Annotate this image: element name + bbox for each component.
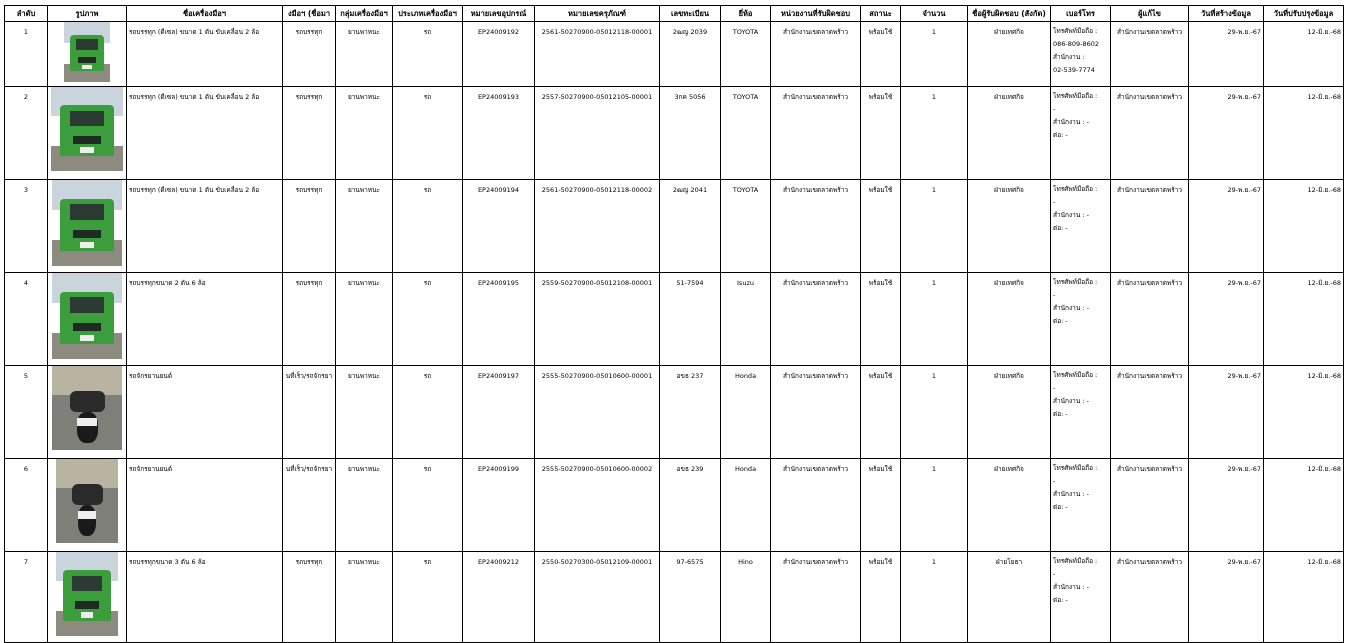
phone-line: - (1053, 384, 1056, 392)
equipment-name[interactable]: รถจักรยานยนต์ (127, 366, 283, 459)
photo-cell[interactable] (48, 22, 127, 87)
col-header-brand[interactable]: ยี่ห้อ (721, 6, 771, 22)
brand[interactable]: Honda (721, 459, 771, 552)
phone-line: สำนักงาน : (1053, 53, 1085, 61)
quantity[interactable]: 1 (901, 87, 968, 180)
equipment-name[interactable]: รถบรรทุก (ดีเซล) ขนาด 1 ตัน ขับเคลื่อน 2 ล้อ (127, 87, 283, 180)
col-header-name[interactable]: ชื่อเครื่องมือฯ (127, 6, 283, 22)
equipment-name[interactable]: รถบรรทุก (ดีเซล) ขนาด 1 ตัน ขับเคลื่อน 2 ล้อ (127, 22, 283, 87)
col-header-phone[interactable]: เบอร์โทร (1051, 6, 1111, 22)
status-value[interactable]: พร้อมใช้ (861, 180, 901, 273)
updated-date[interactable]: 12-มิ.ย.-68 (1264, 552, 1344, 643)
photo-cell[interactable] (48, 87, 127, 180)
created-date[interactable]: 29-พ.ย.-67 (1189, 87, 1264, 180)
responsible-unit[interactable]: สำนักงานเขตลาดพร้าว (771, 273, 861, 366)
phone-cell[interactable] (1051, 459, 1111, 552)
updated-date[interactable]: 12-มิ.ย.-68 (1264, 180, 1344, 273)
phone-line: - (1053, 291, 1056, 299)
equipment-group[interactable]: ยานพาหนะ (336, 22, 393, 87)
phone-line: สำนักงาน : - (1053, 211, 1089, 219)
phone-line: ต่อ: - (1053, 224, 1068, 232)
editor[interactable]: สำนักงานเขตลาดพร้าว (1111, 180, 1189, 273)
editor[interactable]: สำนักงานเขตลาดพร้าว (1111, 87, 1189, 180)
row-number[interactable]: 7 (5, 552, 48, 643)
equipment-code[interactable]: EP24009192 (463, 22, 535, 87)
updated-date[interactable]: 12-มิ.ย.-68 (1264, 22, 1344, 87)
col-header-editor[interactable]: ผู้แก้ไข (1111, 6, 1189, 22)
brand[interactable]: TOYOTA (721, 87, 771, 180)
updated-date[interactable]: 12-มิ.ย.-68 (1264, 366, 1344, 459)
responsible-section[interactable]: ฝ่ายเทศกิจ (968, 22, 1051, 87)
phone-line: สำนักงาน : - (1053, 304, 1089, 312)
asset-number[interactable]: 2550-50270300-05012109-00001 (535, 552, 660, 643)
phone-line: สำนักงาน : - (1053, 397, 1089, 405)
phone-cell[interactable] (1051, 366, 1111, 459)
header-row (5, 6, 1344, 22)
col-header-created[interactable]: วันที่สร้างข้อมูล (1189, 6, 1264, 22)
brand[interactable]: Hino (721, 552, 771, 643)
asset-number[interactable]: 2559-50270900-05012108-00001 (535, 273, 660, 366)
table-row[interactable] (5, 22, 1344, 87)
equipment-category[interactable]: รถ (393, 87, 463, 180)
truck-photo (52, 180, 122, 266)
responsible-section[interactable]: ฝ่ายเทศกิจ (968, 87, 1051, 180)
equipment-category[interactable]: รถ (393, 552, 463, 643)
phone-line: โทรศัพท์มือถือ : (1053, 185, 1098, 193)
quantity[interactable]: 1 (901, 180, 968, 273)
phone-line: ต่อ: - (1053, 596, 1068, 604)
truck-photo (64, 22, 110, 82)
phone-line: ต่อ: - (1053, 410, 1068, 418)
equipment-code[interactable]: EP24009194 (463, 180, 535, 273)
equipment-type[interactable]: รถบรรทุก (283, 552, 336, 643)
motorcycle-photo (52, 366, 122, 450)
equipment-category[interactable]: รถ (393, 22, 463, 87)
registration-number[interactable]: อขธ 237 (660, 366, 721, 459)
responsible-section[interactable]: ฝ่ายเทศกิจ (968, 366, 1051, 459)
equipment-code[interactable]: EP24009195 (463, 273, 535, 366)
col-header-category[interactable]: ประเภทเครื่องมือฯ (393, 6, 463, 22)
equipment-name[interactable]: รถบรรทุกขนาด 2 ตัน 6 ล้อ (127, 273, 283, 366)
phone-cell[interactable] (1051, 273, 1111, 366)
equipment-category[interactable]: รถ (393, 180, 463, 273)
created-date[interactable]: 29-พ.ย.-67 (1189, 180, 1264, 273)
asset-number[interactable]: 2561-50270900-05012118-00002 (535, 180, 660, 273)
asset-number[interactable]: 2557-50270900-05012105-00001 (535, 87, 660, 180)
table-row[interactable] (5, 552, 1344, 643)
table-row[interactable] (5, 273, 1344, 366)
col-header-resp[interactable]: ชื่อผู้รับผิดชอบ (สังกัด) (968, 6, 1051, 22)
row-number[interactable]: 3 (5, 180, 48, 273)
quantity[interactable]: 1 (901, 366, 968, 459)
responsible-section[interactable]: ฝ่ายเทศกิจ (968, 459, 1051, 552)
updated-date[interactable]: 12-มิ.ย.-68 (1264, 87, 1344, 180)
responsible-unit[interactable]: สำนักงานเขตลาดพร้าว (771, 87, 861, 180)
equipment-type[interactable]: รถบรรทุก (283, 87, 336, 180)
responsible-unit[interactable]: สำนักงานเขตลาดพร้าว (771, 180, 861, 273)
row-number[interactable]: 4 (5, 273, 48, 366)
phone-line: - (1053, 198, 1056, 206)
registration-number[interactable]: 2ฒญ 2039 (660, 22, 721, 87)
asset-number[interactable]: 2555-50270900-05010600-00002 (535, 459, 660, 552)
status-value[interactable]: พร้อมใช้ (861, 87, 901, 180)
table-row[interactable] (5, 459, 1344, 552)
created-date[interactable]: 29-พ.ย.-67 (1189, 552, 1264, 643)
phone-line: สำนักงาน : - (1053, 490, 1089, 498)
responsible-unit[interactable]: สำนักงานเขตลาดพร้าว (771, 366, 861, 459)
phone-line: 086-809-8602 (1053, 40, 1100, 48)
phone-cell[interactable] (1051, 552, 1111, 643)
equipment-name[interactable]: รถบรรทุกขนาด 3 ตัน 6 ล้อ (127, 552, 283, 643)
equipment-category[interactable]: รถ (393, 366, 463, 459)
registration-number[interactable]: 3กค 5056 (660, 87, 721, 180)
col-header-reg[interactable]: เลขทะเบียน (660, 6, 721, 22)
phone-line: ต่อ: - (1053, 317, 1068, 325)
phone-line: โทรศัพท์มือถือ : (1053, 371, 1098, 379)
responsible-section[interactable]: ฝ่ายเทศกิจ (968, 180, 1051, 273)
equipment-group[interactable]: ยานพาหนะ (336, 87, 393, 180)
asset-number[interactable]: 2561-50270900-05012118-00001 (535, 22, 660, 87)
registration-number[interactable]: อขธ 239 (660, 459, 721, 552)
equipment-group[interactable]: ยานพาหนะ (336, 552, 393, 643)
quantity[interactable]: 1 (901, 273, 968, 366)
col-header-updated[interactable]: วันที่ปรับปรุงข้อมูล (1264, 6, 1344, 22)
row-number[interactable]: 2 (5, 87, 48, 180)
created-date[interactable]: 29-พ.ย.-67 (1189, 366, 1264, 459)
phone-line: โทรศัพท์มือถือ : (1053, 557, 1098, 565)
phone-line: 02-539-7774 (1053, 66, 1095, 74)
editor[interactable]: สำนักงานเขตลาดพร้าว (1111, 273, 1189, 366)
status-value[interactable]: พร้อมใช้ (861, 552, 901, 643)
phone-cell[interactable] (1051, 87, 1111, 180)
equipment-name[interactable]: รถจักรยานยนต์ (127, 459, 283, 552)
responsible-unit[interactable]: สำนักงานเขตลาดพร้าว (771, 22, 861, 87)
phone-line: - (1053, 477, 1056, 485)
row-number[interactable]: 1 (5, 22, 48, 87)
updated-date[interactable]: 12-มิ.ย.-68 (1264, 459, 1344, 552)
truck-photo (52, 273, 122, 359)
phone-line: - (1053, 570, 1056, 578)
registration-number[interactable]: 97-6575 (660, 552, 721, 643)
asset-number[interactable]: 2555-50270900-05010600-00001 (535, 366, 660, 459)
quantity[interactable]: 1 (901, 22, 968, 87)
equipment-category[interactable]: รถ (393, 459, 463, 552)
equipment-sheet (4, 5, 1344, 643)
phone-cell[interactable] (1051, 180, 1111, 273)
photo-cell[interactable] (48, 366, 127, 459)
phone-line: โทรศัพท์มือถือ : (1053, 92, 1098, 100)
table-row[interactable] (5, 366, 1344, 459)
brand[interactable]: TOYOTA (721, 180, 771, 273)
photo-cell[interactable] (48, 273, 127, 366)
responsible-unit[interactable]: สำนักงานเขตลาดพร้าว (771, 552, 861, 643)
row-number[interactable]: 6 (5, 459, 48, 552)
quantity[interactable]: 1 (901, 552, 968, 643)
phone-line: โทรศัพท์มือถือ : (1053, 278, 1098, 286)
table-row[interactable] (5, 180, 1344, 273)
row-number[interactable]: 5 (5, 366, 48, 459)
responsible-unit[interactable]: สำนักงานเขตลาดพร้าว (771, 459, 861, 552)
equipment-name[interactable]: รถบรรทุก (ดีเซล) ขนาด 1 ตัน ขับเคลื่อน 2 ล้อ (127, 180, 283, 273)
phone-line: โทรศัพท์มือถือ : (1053, 464, 1098, 472)
equipment-code[interactable]: EP24009197 (463, 366, 535, 459)
editor[interactable]: สำนักงานเขตลาดพร้าว (1111, 459, 1189, 552)
table-row[interactable] (5, 87, 1344, 180)
equipment-group[interactable]: ยานพาหนะ (336, 180, 393, 273)
photo-cell[interactable] (48, 552, 127, 643)
equipment-code[interactable]: EP24009193 (463, 87, 535, 180)
table-body (5, 22, 1344, 643)
col-header-type[interactable]: งมือฯ (ชื่อมา (283, 6, 336, 22)
col-header-code[interactable]: หมายเลขอุปกรณ์ (463, 6, 535, 22)
registration-number[interactable]: 2ฒญ 2041 (660, 180, 721, 273)
truck-photo (56, 552, 118, 636)
photo-cell[interactable] (48, 180, 127, 273)
col-header-status[interactable]: สถานะ (861, 6, 901, 22)
equipment-code[interactable]: EP24009212 (463, 552, 535, 643)
equipment-group[interactable]: ยานพาหนะ (336, 459, 393, 552)
brand[interactable]: Honda (721, 366, 771, 459)
status-value[interactable]: พร้อมใช้ (861, 22, 901, 87)
responsible-section[interactable]: ฝ่ายเทศกิจ (968, 273, 1051, 366)
editor[interactable]: สำนักงานเขตลาดพร้าว (1111, 22, 1189, 87)
motorcycle-photo (56, 459, 118, 543)
equipment-type[interactable]: รถบรรทุก (283, 22, 336, 87)
created-date[interactable]: 29-พ.ย.-67 (1189, 22, 1264, 87)
phone-line: ต่อ: - (1053, 131, 1068, 139)
col-header-group[interactable]: กลุ่มเครื่องมือฯ (336, 6, 393, 22)
status-value[interactable]: พร้อมใช้ (861, 366, 901, 459)
col-header-no[interactable]: ลำดับ (5, 6, 48, 22)
equipment-code[interactable]: EP24009199 (463, 459, 535, 552)
created-date[interactable]: 29-พ.ย.-67 (1189, 459, 1264, 552)
phone-line: - (1053, 105, 1056, 113)
phone-line: สำนักงาน : - (1053, 583, 1089, 591)
responsible-section[interactable]: ฝ่ายโยธา (968, 552, 1051, 643)
phone-cell[interactable] (1051, 22, 1111, 87)
status-value[interactable]: พร้อมใช้ (861, 459, 901, 552)
equipment-group[interactable]: ยานพาหนะ (336, 366, 393, 459)
quantity[interactable]: 1 (901, 459, 968, 552)
editor[interactable]: สำนักงานเขตลาดพร้าว (1111, 366, 1189, 459)
equipment-group[interactable]: ยานพาหนะ (336, 273, 393, 366)
phone-line: โทรศัพท์มือถือ : (1053, 27, 1098, 35)
editor[interactable]: สำนักงานเขตลาดพร้าว (1111, 552, 1189, 643)
equipment-type[interactable]: นที่เร็ว/รถจักรยา (283, 459, 336, 552)
col-header-photo[interactable]: รูปภาพ (48, 6, 127, 22)
updated-date[interactable]: 12-มิ.ย.-68 (1264, 273, 1344, 366)
phone-line: สำนักงาน : - (1053, 118, 1089, 126)
equipment-table (4, 5, 1344, 643)
status-value[interactable]: พร้อมใช้ (861, 273, 901, 366)
brand[interactable]: TOYOTA (721, 22, 771, 87)
col-header-unit[interactable]: หน่วยงานที่รับผิดชอบ (771, 6, 861, 22)
col-header-equip-no[interactable]: หมายเลขครุภัณฑ์ (535, 6, 660, 22)
photo-cell[interactable] (48, 459, 127, 552)
registration-number[interactable]: 51-7594 (660, 273, 721, 366)
phone-line: ต่อ: - (1053, 503, 1068, 511)
created-date[interactable]: 29-พ.ย.-67 (1189, 273, 1264, 366)
brand[interactable]: Isuzu (721, 273, 771, 366)
equipment-type[interactable]: รถบรรทุก (283, 273, 336, 366)
equipment-category[interactable]: รถ (393, 273, 463, 366)
equipment-type[interactable]: รถบรรทุก (283, 180, 336, 273)
truck-photo (51, 87, 123, 171)
equipment-type[interactable]: นที่เร็ว/รถจักรยา (283, 366, 336, 459)
col-header-qty[interactable]: จำนวน (901, 6, 968, 22)
